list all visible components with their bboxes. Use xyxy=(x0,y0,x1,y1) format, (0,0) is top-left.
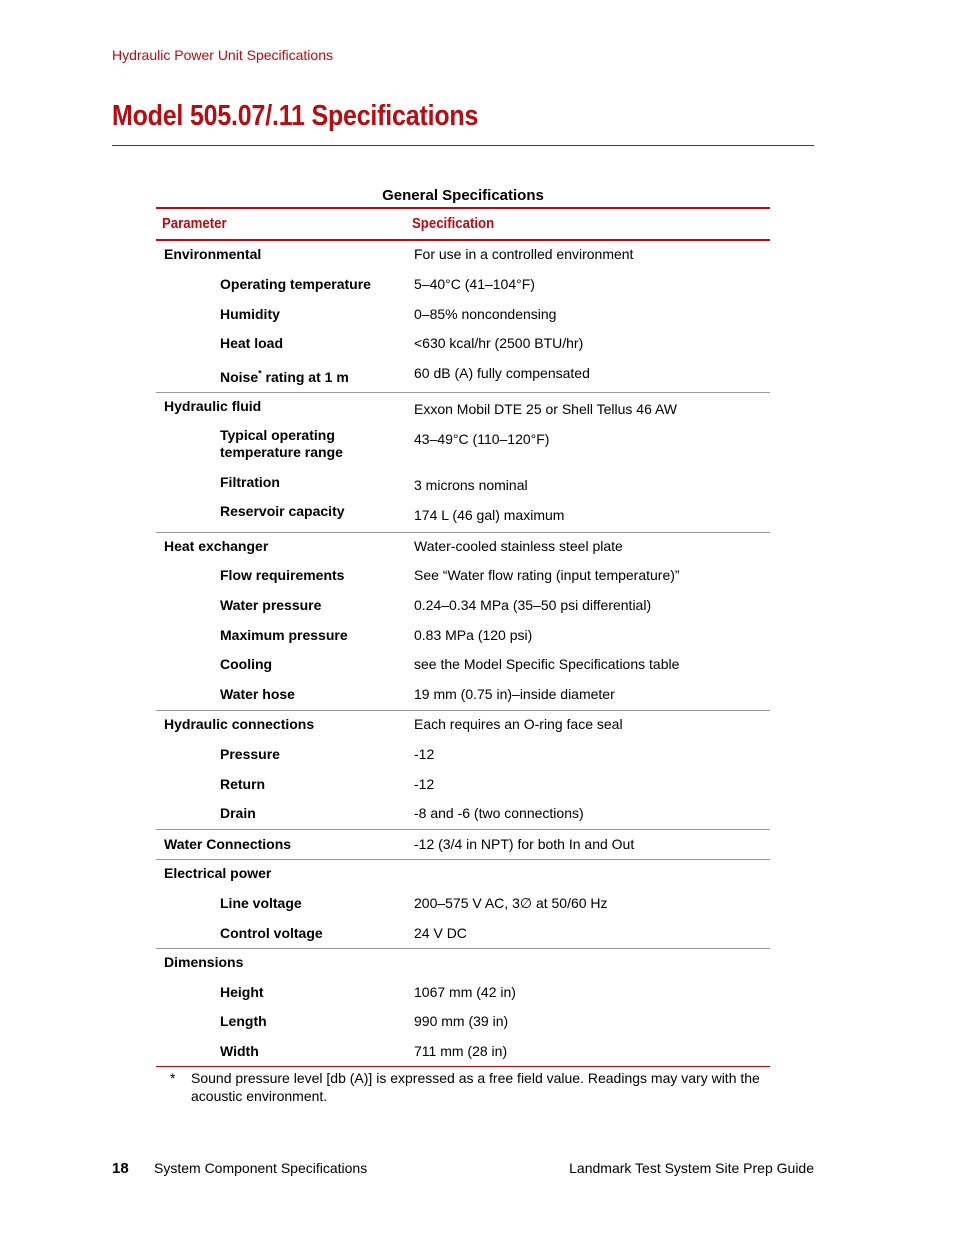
table-header-row xyxy=(156,209,770,241)
column-header-specification: Specification xyxy=(412,215,495,232)
spec-value: 0–85% noncondensing xyxy=(414,306,557,322)
param-label: Humidity xyxy=(220,306,280,322)
spec-value: 1067 mm (42 in) xyxy=(414,984,516,1000)
param-label: Hydraulic fluid xyxy=(164,398,262,414)
param-label xyxy=(220,369,349,386)
param-label-tail: rating at 1 m xyxy=(261,369,349,385)
table-caption: General Specifications xyxy=(382,187,544,204)
param-label-main: Noise xyxy=(220,369,259,385)
param-label xyxy=(220,427,343,461)
spec-value: 60 dB (A) fully compensated xyxy=(414,365,590,381)
title-rule xyxy=(112,145,814,146)
param-label: Filtration xyxy=(220,474,280,490)
group-heat-exchanger xyxy=(156,533,770,711)
spec-value: 200–575 V AC, 3∅ at 50/60 Hz xyxy=(414,895,608,911)
param-label: Reservoir capacity xyxy=(220,503,345,519)
param-label: Width xyxy=(220,1043,259,1059)
spec-value: 5–40°C (41–104°F) xyxy=(414,276,535,292)
param-label: Height xyxy=(220,984,264,1000)
spec-value: 24 V DC xyxy=(414,925,467,941)
param-label: Water Connections xyxy=(164,836,292,852)
param-label: Cooling xyxy=(220,656,273,672)
footnote-text: Sound pressure level [db (A)] is expressed as a free field value. Readings may vary with the acoustic environment. xyxy=(191,1070,760,1104)
param-label: Pressure xyxy=(220,746,280,762)
param-label-line2: temperature range xyxy=(220,444,343,460)
spec-value: 990 mm (39 in) xyxy=(414,1013,509,1029)
param-label: Water hose xyxy=(220,686,295,702)
param-label: Line voltage xyxy=(220,895,302,911)
spec-value: Water-cooled stainless steel plate xyxy=(414,538,623,554)
spec-value: see the Model Specific Specifications table xyxy=(414,656,680,672)
spec-value: Each requires an O-ring face seal xyxy=(414,716,623,732)
spec-value: 43–49°C (110–120°F) xyxy=(414,431,550,447)
spec-value: 711 mm (28 in) xyxy=(414,1043,508,1059)
group-water-connections xyxy=(156,830,770,860)
param-label: Environmental xyxy=(164,246,262,262)
spec-value: -12 xyxy=(414,776,435,792)
spec-value: See “Water flow rating (input temperature)” xyxy=(414,567,680,583)
group-hydraulic-connections xyxy=(156,711,770,830)
spec-value: 3 microns nominal xyxy=(414,477,528,493)
footnote-marker: * xyxy=(258,368,262,379)
spec-value: -12 (3/4 in NPT) for both In and Out xyxy=(414,836,635,852)
param-label: Dimensions xyxy=(164,954,244,970)
spec-value: -8 and -6 (two connections) xyxy=(414,805,584,821)
spec-value: Exxon Mobil DTE 25 or Shell Tellus 46 AW xyxy=(414,401,678,417)
param-label: Control voltage xyxy=(220,925,323,941)
param-label: Maximum pressure xyxy=(220,627,348,643)
page-number: 18 xyxy=(112,1160,129,1177)
running-header: Hydraulic Power Unit Specifications xyxy=(112,47,333,63)
group-environmental xyxy=(156,241,770,393)
group-electrical-power xyxy=(156,860,770,949)
spec-value: 174 L (46 gal) maximum xyxy=(414,507,565,523)
param-label: Length xyxy=(220,1013,267,1029)
param-label: Operating temperature xyxy=(220,276,371,292)
spec-value: 19 mm (0.75 in)–inside diameter xyxy=(414,686,615,702)
group-hydraulic-fluid xyxy=(156,393,770,533)
param-label: Return xyxy=(220,776,266,792)
footer-guide-title: Landmark Test System Site Prep Guide xyxy=(569,1160,814,1176)
param-label: Heat load xyxy=(220,335,284,351)
spec-value: 0.24–0.34 MPa (35–50 psi differential) xyxy=(414,597,652,613)
param-label: Hydraulic connections xyxy=(164,716,315,732)
footer-section: System Component Specifications xyxy=(154,1160,368,1176)
page-title: Model 505.07/.11 Specifications xyxy=(112,100,479,132)
param-label: Drain xyxy=(220,805,256,821)
param-label-line1: Typical operating xyxy=(220,427,335,443)
spec-value: 0.83 MPa (120 psi) xyxy=(414,627,533,643)
spec-table xyxy=(156,207,770,1067)
param-label: Electrical power xyxy=(164,865,272,881)
group-dimensions xyxy=(156,949,770,1067)
footnote-marker: * xyxy=(170,1070,176,1086)
spec-value: For use in a controlled environment xyxy=(414,246,634,262)
spec-value: -12 xyxy=(414,746,435,762)
column-header-parameter: Parameter xyxy=(162,215,227,232)
param-label: Heat exchanger xyxy=(164,538,269,554)
param-label: Flow requirements xyxy=(220,567,345,583)
spec-value: <630 kcal/hr (2500 BTU/hr) xyxy=(414,335,584,351)
param-label: Water pressure xyxy=(220,597,322,613)
